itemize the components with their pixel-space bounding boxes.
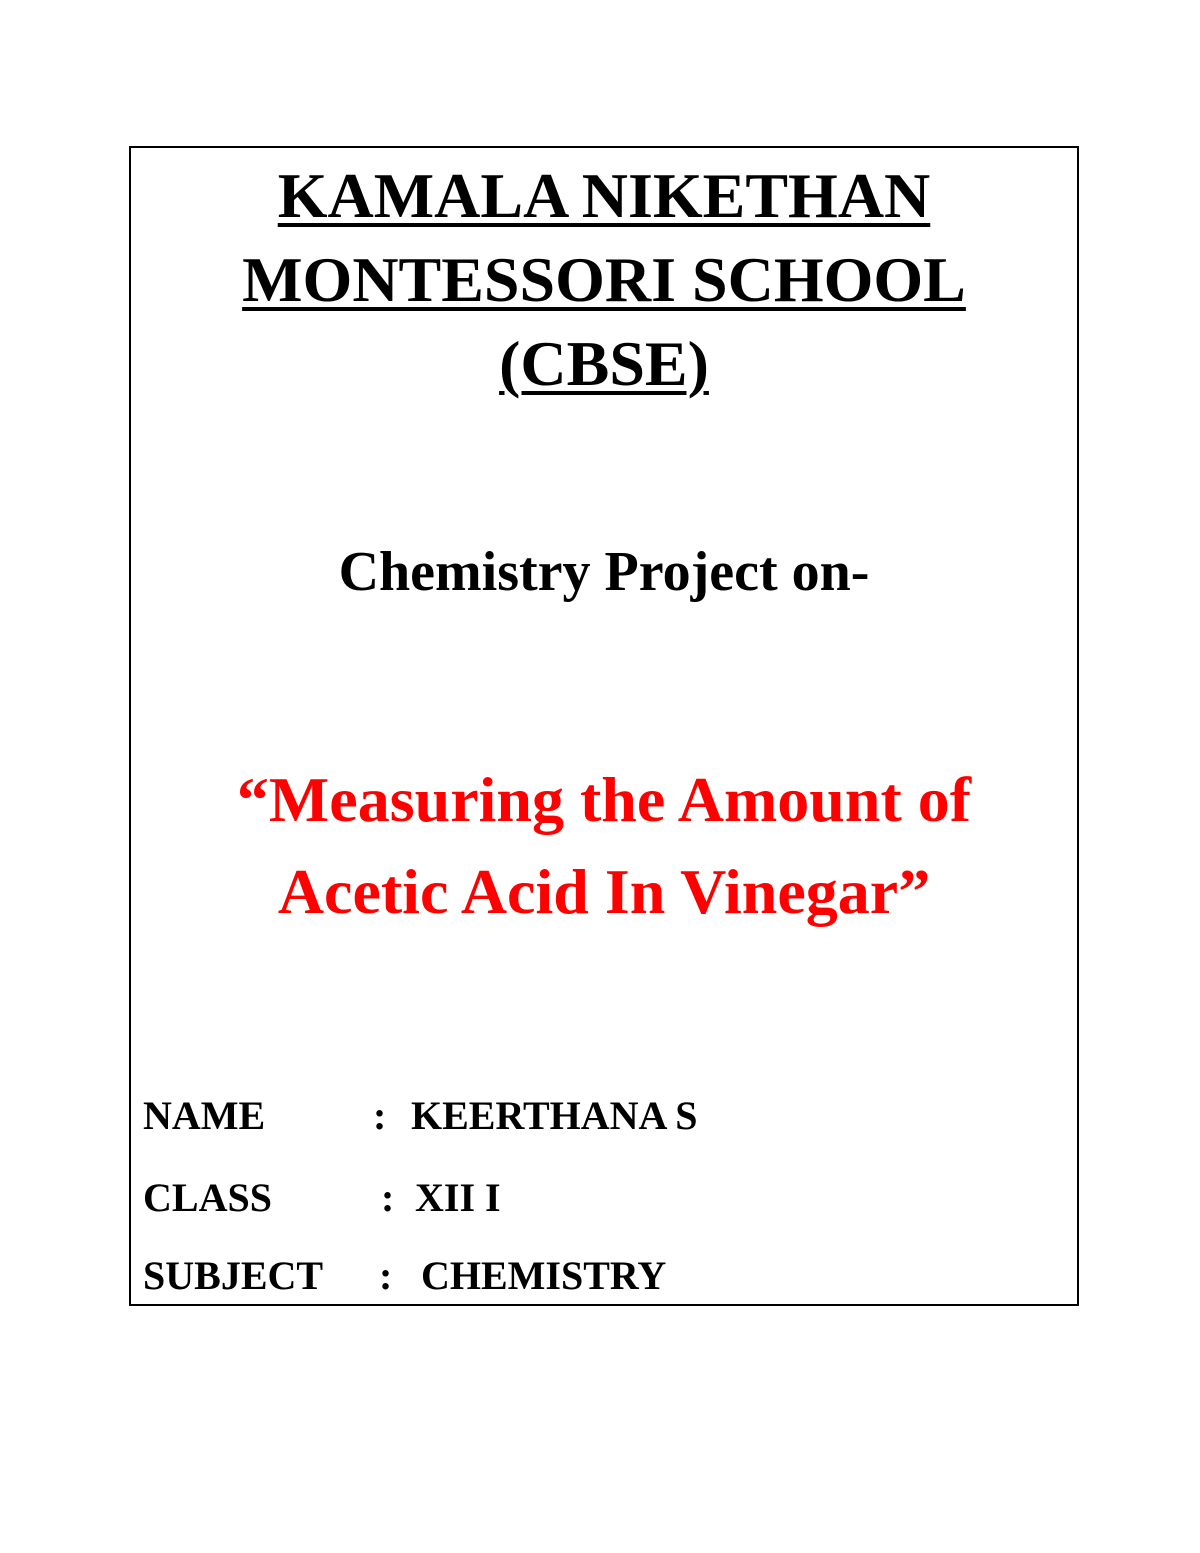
cover-border bbox=[129, 146, 1079, 1306]
info-label: CLASS bbox=[143, 1175, 272, 1220]
project-topic-line-2: Acetic Acid In Vinegar” bbox=[277, 856, 931, 927]
project-subtitle: Chemistry Project on- bbox=[338, 541, 870, 603]
info-separator: : bbox=[381, 1175, 395, 1220]
info-value: KEERTHANA S bbox=[411, 1093, 698, 1138]
school-name-line-1: KAMALA NIKETHAN bbox=[277, 160, 931, 231]
info-label: NAME bbox=[143, 1093, 266, 1138]
project-topic-line-1: “Measuring the Amount of bbox=[236, 764, 972, 835]
info-label: SUBJECT bbox=[143, 1253, 324, 1298]
info-value: CHEMISTRY bbox=[421, 1253, 667, 1298]
school-name-line-2: MONTESSORI SCHOOL bbox=[242, 244, 966, 315]
school-board: (CBSE) bbox=[499, 328, 709, 399]
info-separator: : bbox=[379, 1253, 393, 1298]
info-separator: : bbox=[373, 1093, 387, 1138]
info-value: XII I bbox=[415, 1175, 501, 1220]
